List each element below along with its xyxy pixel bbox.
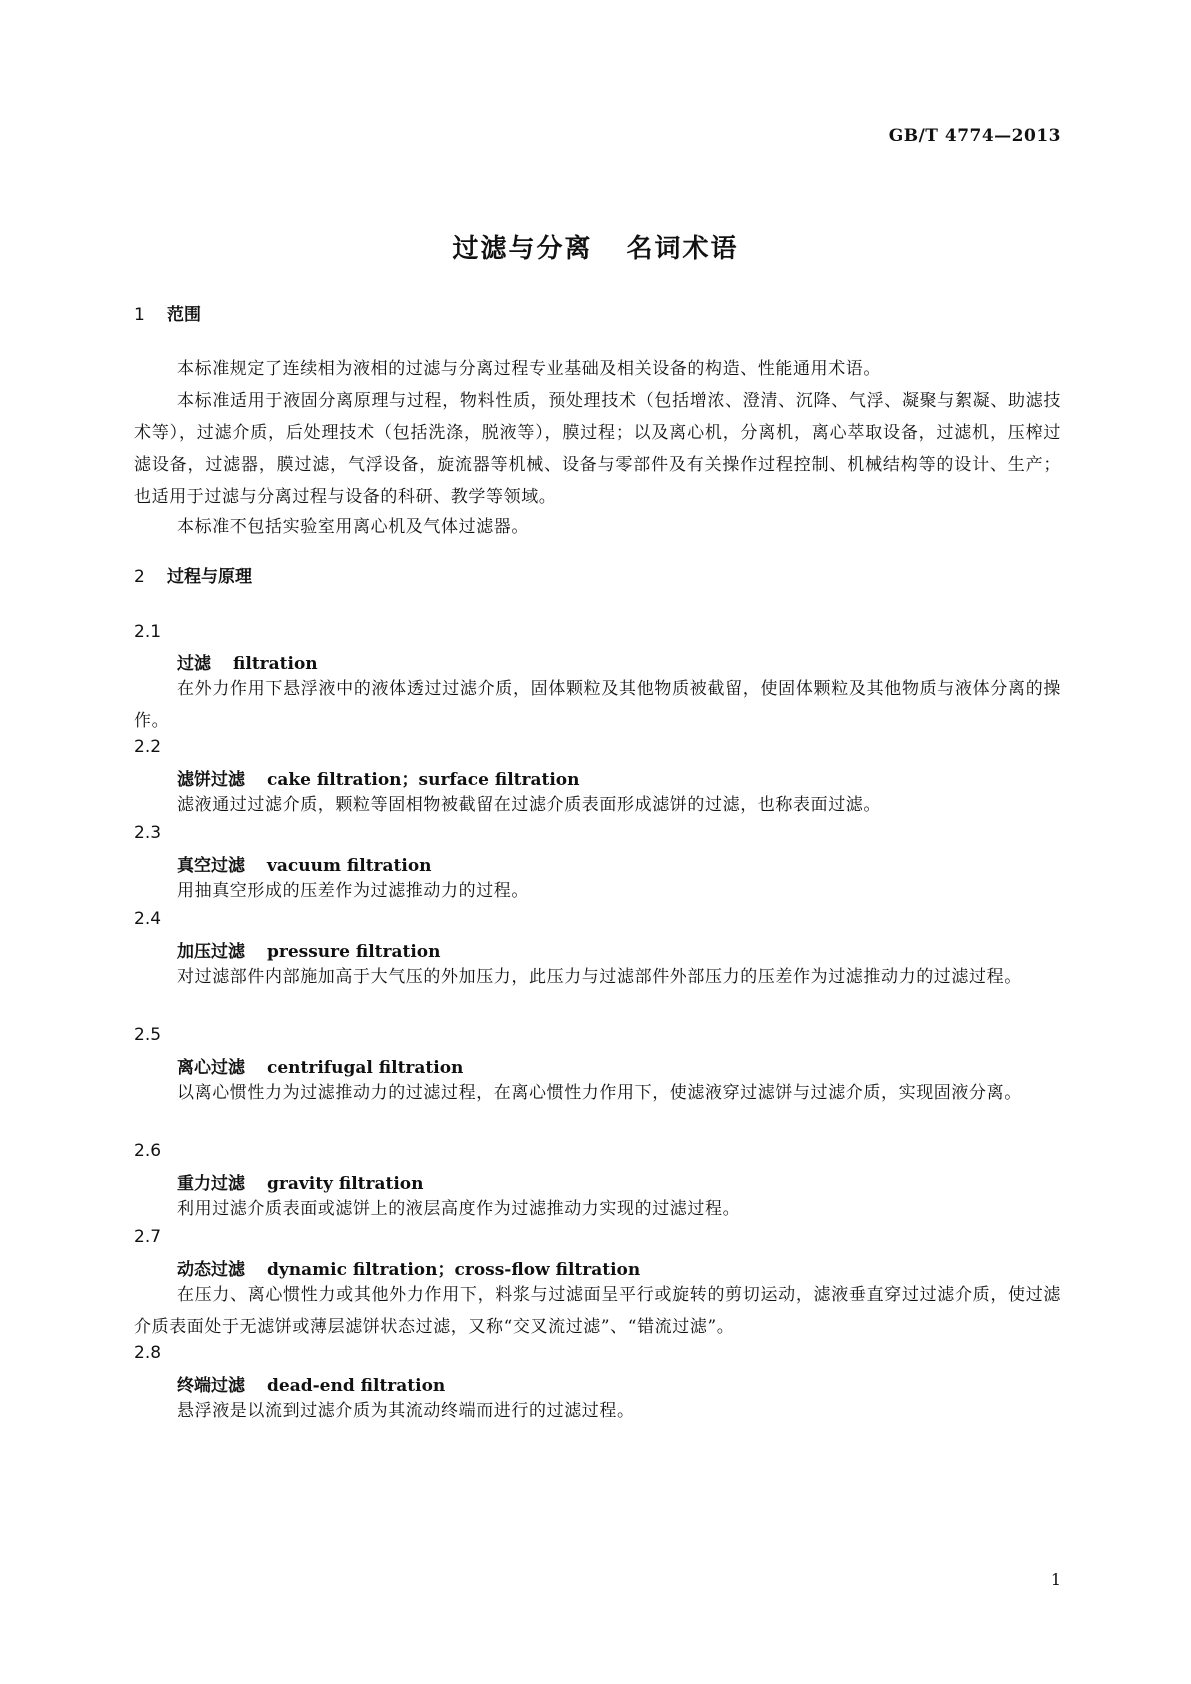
term-chinese: 真空过滤	[177, 856, 245, 876]
term-title	[177, 765, 579, 790]
term-number: 2.7	[134, 1227, 162, 1247]
term-chinese: 终端过滤	[177, 1376, 245, 1396]
term-english: pressure filtration	[267, 942, 441, 962]
title-part-2: 名词术语	[626, 234, 739, 264]
term-english: vacuum filtration	[267, 856, 432, 876]
term-chinese: 离心过滤	[177, 1058, 245, 1078]
title-part-1: 过滤与分离	[452, 234, 593, 264]
term-title	[177, 649, 318, 674]
term-english: filtration	[233, 654, 318, 674]
term-chinese: 过滤	[177, 654, 211, 674]
term-number: 2.8	[134, 1343, 162, 1363]
section-number: 1	[134, 305, 145, 325]
term-chinese: 重力过滤	[177, 1174, 245, 1194]
term-chinese: 加压过滤	[177, 942, 245, 962]
term-title	[177, 851, 432, 876]
term-chinese: 滤饼过滤	[177, 770, 245, 790]
section-title: 过程与原理	[167, 567, 252, 587]
scope-paragraph-1: 本标准规定了连续相为液相的过滤与分离过程专业基础及相关设备的构造、性能通用术语。	[177, 359, 881, 379]
scope-paragraph-3: 本标准不包括实验室用离心机及气体过滤器。	[177, 517, 529, 537]
term-title	[177, 1255, 640, 1280]
term-title	[177, 937, 441, 962]
term-english: dynamic filtration；cross-flow filtration	[267, 1260, 641, 1280]
term-title	[177, 1169, 424, 1194]
term-definition: 悬浮液是以流到过滤介质为其流动终端而进行的过滤过程。	[177, 1401, 635, 1421]
term-number: 2.4	[134, 909, 162, 929]
scope-paragraph-2: 本标准适用于液固分离原理与过程，物料性质，预处理技术（包括增浓、澄清、沉降、气浮、凝聚与絮凝、助滤技术等），过滤介质，后处理技术（包括洗涤，脱液等），膜过程；以及离心机，分离机，离心萃取设备，过滤机，压榨过滤设备，过滤器，膜过滤，气浮设备，旋流器等机械、设备与零部件及有关操作过程控制、机械结构等的设计、生产；也适用于过滤与分离过程与设备的科研、教学等领域。	[134, 391, 1061, 507]
term-english: gravity filtration	[267, 1174, 424, 1194]
section-2-heading	[134, 562, 252, 587]
term-english: centrifugal filtration	[267, 1058, 464, 1078]
term-definition: 用抽真空形成的压差作为过滤推动力的过程。	[177, 881, 529, 901]
section-title: 范围	[167, 305, 201, 325]
term-number: 2.6	[134, 1141, 162, 1161]
term-definition: 利用过滤介质表面或滤饼上的液层高度作为过滤推动力实现的过滤过程。	[177, 1199, 741, 1219]
term-number: 2.1	[134, 622, 162, 642]
page-title	[0, 228, 1191, 265]
term-title	[177, 1053, 463, 1078]
term-number: 2.3	[134, 823, 162, 843]
term-chinese: 动态过滤	[177, 1260, 245, 1280]
term-definition: 在外力作用下悬浮液中的液体透过过滤介质，固体颗粒及其他物质被截留，使固体颗粒及其他物质与液体分离的操作。	[134, 679, 1061, 731]
term-english: cake filtration；surface filtration	[267, 770, 580, 790]
section-1-heading	[134, 300, 201, 325]
term-number: 2.2	[134, 737, 162, 757]
term-title	[177, 1371, 445, 1396]
term-definition: 以离心惯性力为过滤推动力的过滤过程，在离心惯性力作用下，使滤液穿过滤饼与过滤介质，实现固液分离。	[177, 1083, 1022, 1103]
standard-code: GB/T 4774—2013	[888, 126, 1061, 146]
term-definition: 滤液通过过滤介质，颗粒等固相物被截留在过滤介质表面形成滤饼的过滤，也称表面过滤。	[177, 795, 881, 815]
term-number: 2.5	[134, 1025, 162, 1045]
term-definition: 对过滤部件内部施加高于大气压的外加压力，此压力与过滤部件外部压力的压差作为过滤推动力的过滤过程。	[177, 967, 1022, 987]
term-english: dead-end filtration	[267, 1376, 446, 1396]
term-definition: 在压力、离心惯性力或其他外力作用下，料浆与过滤面呈平行或旋转的剪切运动，滤液垂直穿过过滤介质，使过滤介质表面处于无滤饼或薄层滤饼状态过滤，又称“交叉流过滤”、“错流过滤”。	[134, 1285, 1061, 1337]
page-number: 1	[1050, 1570, 1061, 1589]
section-number: 2	[134, 567, 145, 587]
